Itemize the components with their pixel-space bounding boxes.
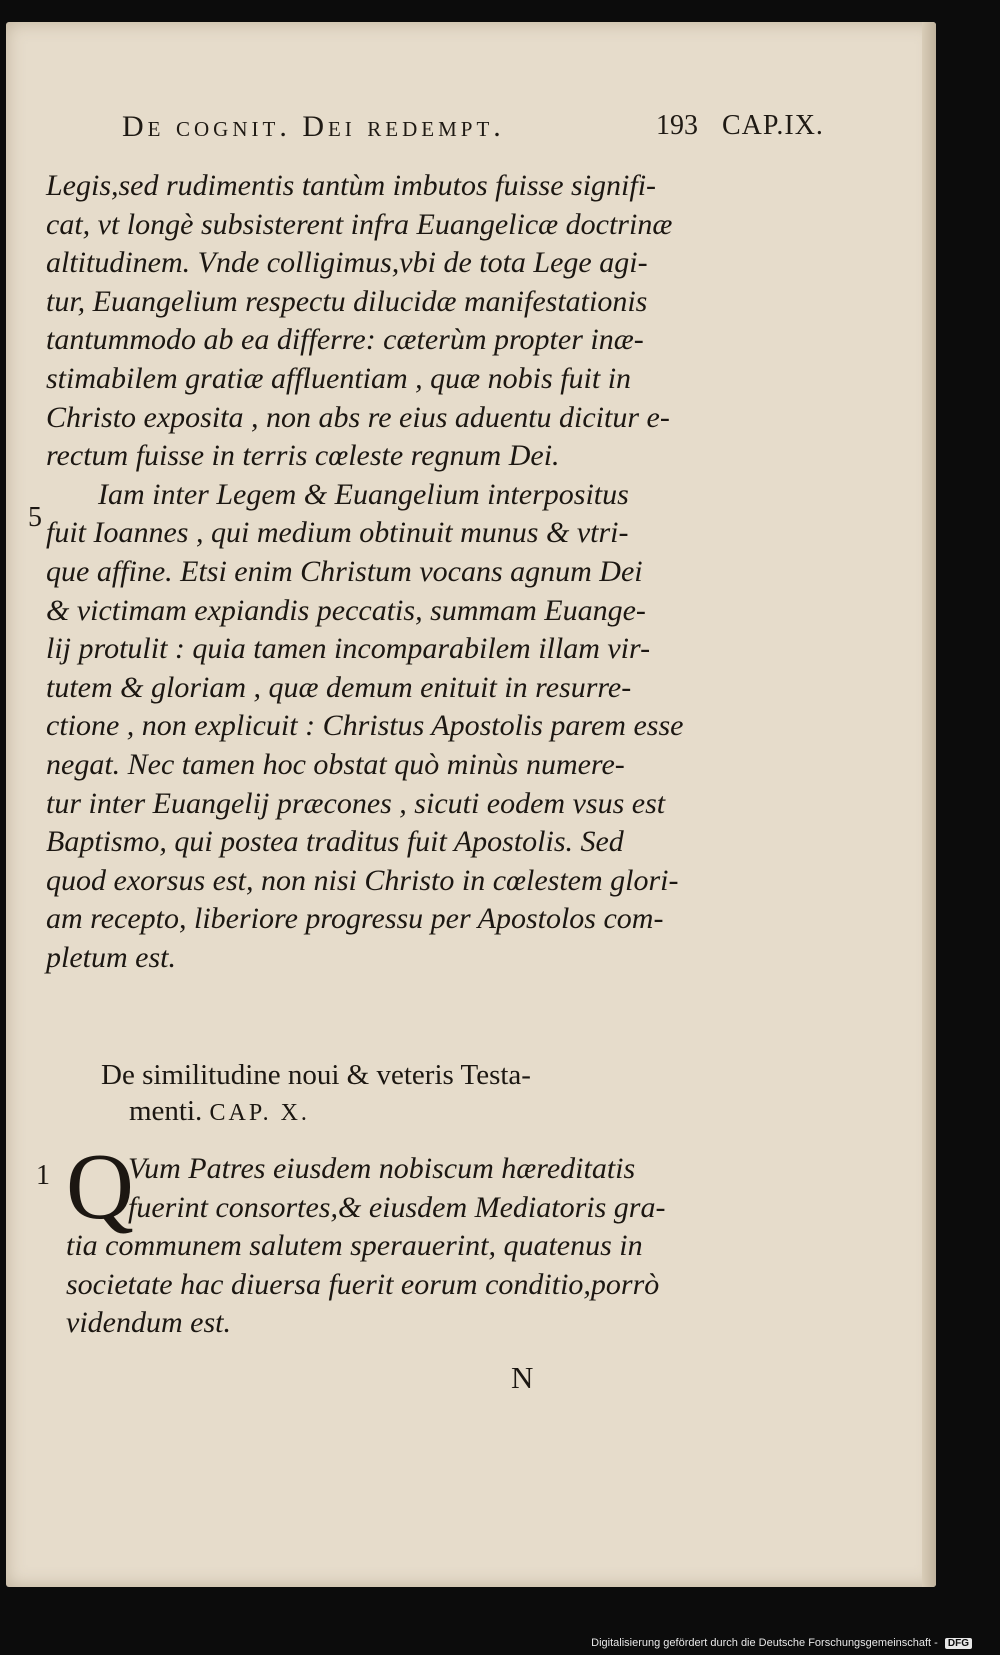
running-title: De cognit. Dei redempt.	[122, 110, 505, 143]
text-line: tutem & gloriam , quæ demum enituit in resurre-	[46, 670, 632, 704]
text-line: stimabilem gratiæ affluentiam , quæ nobis fuit in	[46, 361, 632, 395]
text-line: Iam inter Legem & Euangelium interpositus	[98, 477, 629, 511]
heading-line	[101, 1093, 741, 1131]
chapter-label: CAP.IX.	[722, 110, 824, 141]
text-line: Vum Patres eiusdem nobiscum hæreditatis	[128, 1152, 636, 1185]
text-line: tur inter Euangelij præcones , sicuti eodem vsus est	[46, 786, 666, 820]
main-text	[46, 167, 726, 977]
text-line: pletum est.	[46, 940, 176, 974]
text-line: societate hac diuersa fuerit eorum conditio,porrò	[66, 1267, 660, 1301]
text-line: quod exorsus est, non nisi Christo in cœlestem glori-	[46, 863, 679, 897]
text-line: fuerint consortes,& eiusdem Mediatoris gra-	[128, 1190, 666, 1224]
text-line: rectum fuisse in terris cœleste regnum Dei.	[46, 439, 560, 473]
text-line: fuit Ioannes , qui medium obtinuit munus & vtri-	[46, 516, 629, 550]
margin-number: 5	[28, 502, 42, 533]
chapter-number: CAP. X.	[209, 1100, 310, 1126]
book-page	[6, 22, 936, 1587]
text-line: Christo exposita , non abs re eius aduentu dicitur e-	[46, 400, 670, 434]
drop-cap: Q	[66, 1135, 134, 1239]
text-line: tur, Euangelium respectu dilucidæ manifestationis	[46, 284, 648, 318]
text-line: videndum est.	[66, 1306, 231, 1340]
text-line: am recepto, liberiore progressu per Apostolos com-	[46, 902, 664, 936]
folio-number: 193	[656, 110, 698, 141]
text-line: ctione , non explicuit : Christus Apostolis parem esse	[46, 709, 684, 743]
heading-line: De similitudine noui & veteris Testa-	[101, 1059, 531, 1091]
text-line: Legis,sed rudimentis tantùm imbutos fuisse signifi-	[46, 169, 657, 202]
dfg-logo: DFG	[945, 1638, 972, 1649]
text-line: altitudinem. Vnde colligimus,vbi de tota Lege agi-	[46, 246, 648, 280]
text-line: lij protulit : quia tamen incomparabilem illam vir-	[46, 632, 651, 666]
text-line: tia communem salutem sperauerint, quatenus in	[66, 1229, 643, 1263]
page-edge	[922, 22, 936, 1587]
text-line: tantummodo ab ea differre: cæterùm propter inæ-	[46, 323, 644, 357]
section-heading	[101, 1057, 741, 1131]
page-header	[122, 110, 842, 160]
text-line: & victimam expiandis peccatis, summam Euange-	[46, 593, 646, 627]
text-line: negat. Nec tamen hoc obstat quò minùs numere-	[46, 747, 625, 781]
signature-mark: N	[511, 1360, 534, 1395]
margin-number: 1	[36, 1160, 50, 1191]
text-line: Baptismo, qui postea traditus fuit Apostolis. Sed	[46, 825, 624, 859]
heading-text: menti.	[129, 1095, 203, 1127]
digitization-credit	[591, 1637, 972, 1649]
credit-text: Digitalisierung gefördert durch die Deutsche Forschungsgemeinschaft -	[591, 1637, 938, 1649]
text-line: que affine. Etsi enim Christum vocans agnum Dei	[46, 554, 643, 588]
chapter-opening	[66, 1135, 726, 1343]
text-line: cat, vt longè subsisterent infra Euangelicæ doctrinæ	[46, 207, 673, 241]
